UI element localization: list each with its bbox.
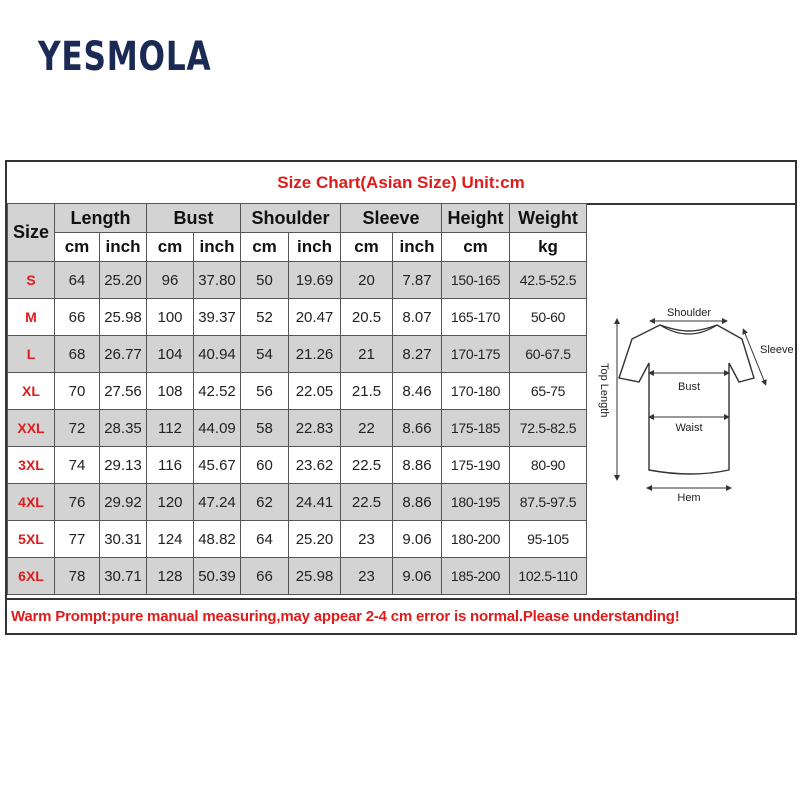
table-cell: 25.20 [100,262,147,299]
label-waist: Waist [675,422,703,434]
table-cell: 180-195 [442,484,510,521]
unit-header: inch [194,233,241,262]
table-cell: 50 [241,262,289,299]
table-cell: 25.20 [289,521,341,558]
size-label: 4XL [8,484,55,521]
table-cell: 87.5-97.5 [510,484,587,521]
table-cell: 185-200 [442,558,510,595]
table-cell: 39.37 [194,299,241,336]
table-row [8,373,587,410]
unit-header: cm [241,233,289,262]
table-cell: 66 [241,558,289,595]
table-cell: 175-190 [442,447,510,484]
label-shoulder: Shoulder [666,307,712,319]
table-cell: 8.66 [393,410,442,447]
table-row [8,262,587,299]
size-table [7,203,587,595]
table-cell: 100 [147,299,194,336]
table-cell: 50-60 [510,299,587,336]
table-cell: 28.35 [100,410,147,447]
table-cell: 95-105 [510,521,587,558]
table-cell: 24.41 [289,484,341,521]
size-label: 5XL [8,521,55,558]
table-cell: 170-175 [442,336,510,373]
table-cell: 65-75 [510,373,587,410]
table-cell: 9.06 [393,521,442,558]
table-row [8,336,587,373]
group-header-length: Length [55,204,147,233]
table-cell: 44.09 [194,410,241,447]
table-cell: 20.47 [289,299,341,336]
size-header: Size [8,204,55,262]
unit-header: inch [393,233,442,262]
table-cell: 21 [341,336,393,373]
table-cell: 124 [147,521,194,558]
table-cell: 8.07 [393,299,442,336]
table-cell: 72 [55,410,100,447]
size-label: S [8,262,55,299]
tshirt-measurement-diagram [597,203,797,597]
size-label: L [8,336,55,373]
label-bust: Bust [677,381,701,393]
table-cell: 8.27 [393,336,442,373]
table-row [8,521,587,558]
chart-title: Size Chart(Asian Size) Unit:cm [7,162,795,205]
table-cell: 20 [341,262,393,299]
table-cell: 64 [241,521,289,558]
size-label: 3XL [8,447,55,484]
table-cell: 96 [147,262,194,299]
table-cell: 23 [341,558,393,595]
table-cell: 22.5 [341,484,393,521]
table-cell: 66 [55,299,100,336]
unit-header: cm [341,233,393,262]
label-top-length: Top Length [598,363,610,418]
table-cell: 22.05 [289,373,341,410]
table-cell: 50.39 [194,558,241,595]
table-cell: 27.56 [100,373,147,410]
table-cell: 25.98 [289,558,341,595]
unit-header: inch [100,233,147,262]
table-cell: 9.06 [393,558,442,595]
table-cell: 19.69 [289,262,341,299]
table-cell: 56 [241,373,289,410]
tshirt-diagram-svg [597,203,797,597]
table-cell: 30.71 [100,558,147,595]
table-cell: 29.92 [100,484,147,521]
group-header-weight: Weight [510,204,587,233]
header-unit-row [8,233,587,262]
table-cell: 77 [55,521,100,558]
table-cell: 120 [147,484,194,521]
table-cell: 8.86 [393,447,442,484]
table-cell: 37.80 [194,262,241,299]
tshirt-outline [619,325,754,474]
unit-header: cm [55,233,100,262]
table-cell: 180-200 [442,521,510,558]
size-chart [5,160,797,635]
table-cell: 22 [341,410,393,447]
table-cell: 21.26 [289,336,341,373]
table-cell: 175-185 [442,410,510,447]
unit-header: cm [147,233,194,262]
table-cell: 23 [341,521,393,558]
unit-header: inch [289,233,341,262]
label-hem: Hem [677,492,701,504]
table-cell: 68 [55,336,100,373]
label-sleeve: Sleeve [760,344,794,356]
table-row [8,558,587,595]
group-header-sleeve: Sleeve [341,204,442,233]
table-cell: 60 [241,447,289,484]
table-cell: 42.52 [194,373,241,410]
size-label: XL [8,373,55,410]
table-cell: 62 [241,484,289,521]
size-label: XXL [8,410,55,447]
table-cell: 29.13 [100,447,147,484]
table-cell: 76 [55,484,100,521]
table-cell: 22.83 [289,410,341,447]
table-cell: 108 [147,373,194,410]
warm-prompt: Warm Prompt:pure manual measuring,may appear 2-4 cm error is normal.Please understanding! [7,598,795,633]
table-cell: 112 [147,410,194,447]
table-cell: 104 [147,336,194,373]
unit-header: cm [442,233,510,262]
table-cell: 128 [147,558,194,595]
table-cell: 7.87 [393,262,442,299]
table-cell: 165-170 [442,299,510,336]
table-cell: 48.82 [194,521,241,558]
table-cell: 21.5 [341,373,393,410]
table-cell: 74 [55,447,100,484]
table-cell: 150-165 [442,262,510,299]
table-cell: 22.5 [341,447,393,484]
table-cell: 170-180 [442,373,510,410]
table-cell: 78 [55,558,100,595]
table-cell: 20.5 [341,299,393,336]
table-row [8,410,587,447]
size-label: M [8,299,55,336]
table-cell: 80-90 [510,447,587,484]
table-cell: 52 [241,299,289,336]
table-cell: 47.24 [194,484,241,521]
table-cell: 23.62 [289,447,341,484]
table-cell: 70 [55,373,100,410]
table-cell: 8.46 [393,373,442,410]
group-header-bust: Bust [147,204,241,233]
group-header-shoulder: Shoulder [241,204,341,233]
table-cell: 54 [241,336,289,373]
table-cell: 72.5-82.5 [510,410,587,447]
table-cell: 102.5-110 [510,558,587,595]
table-cell: 64 [55,262,100,299]
table-row [8,299,587,336]
table-cell: 45.67 [194,447,241,484]
table-cell: 42.5-52.5 [510,262,587,299]
table-cell: 26.77 [100,336,147,373]
brand-logo: YESMOLA [38,34,212,80]
header-group-row [8,204,587,233]
table-row [8,484,587,521]
group-header-height: Height [442,204,510,233]
unit-header: kg [510,233,587,262]
table-cell: 8.86 [393,484,442,521]
table-cell: 25.98 [100,299,147,336]
table-cell: 58 [241,410,289,447]
table-cell: 40.94 [194,336,241,373]
table-cell: 30.31 [100,521,147,558]
table-cell: 60-67.5 [510,336,587,373]
table-row [8,447,587,484]
size-label: 6XL [8,558,55,595]
table-cell: 116 [147,447,194,484]
